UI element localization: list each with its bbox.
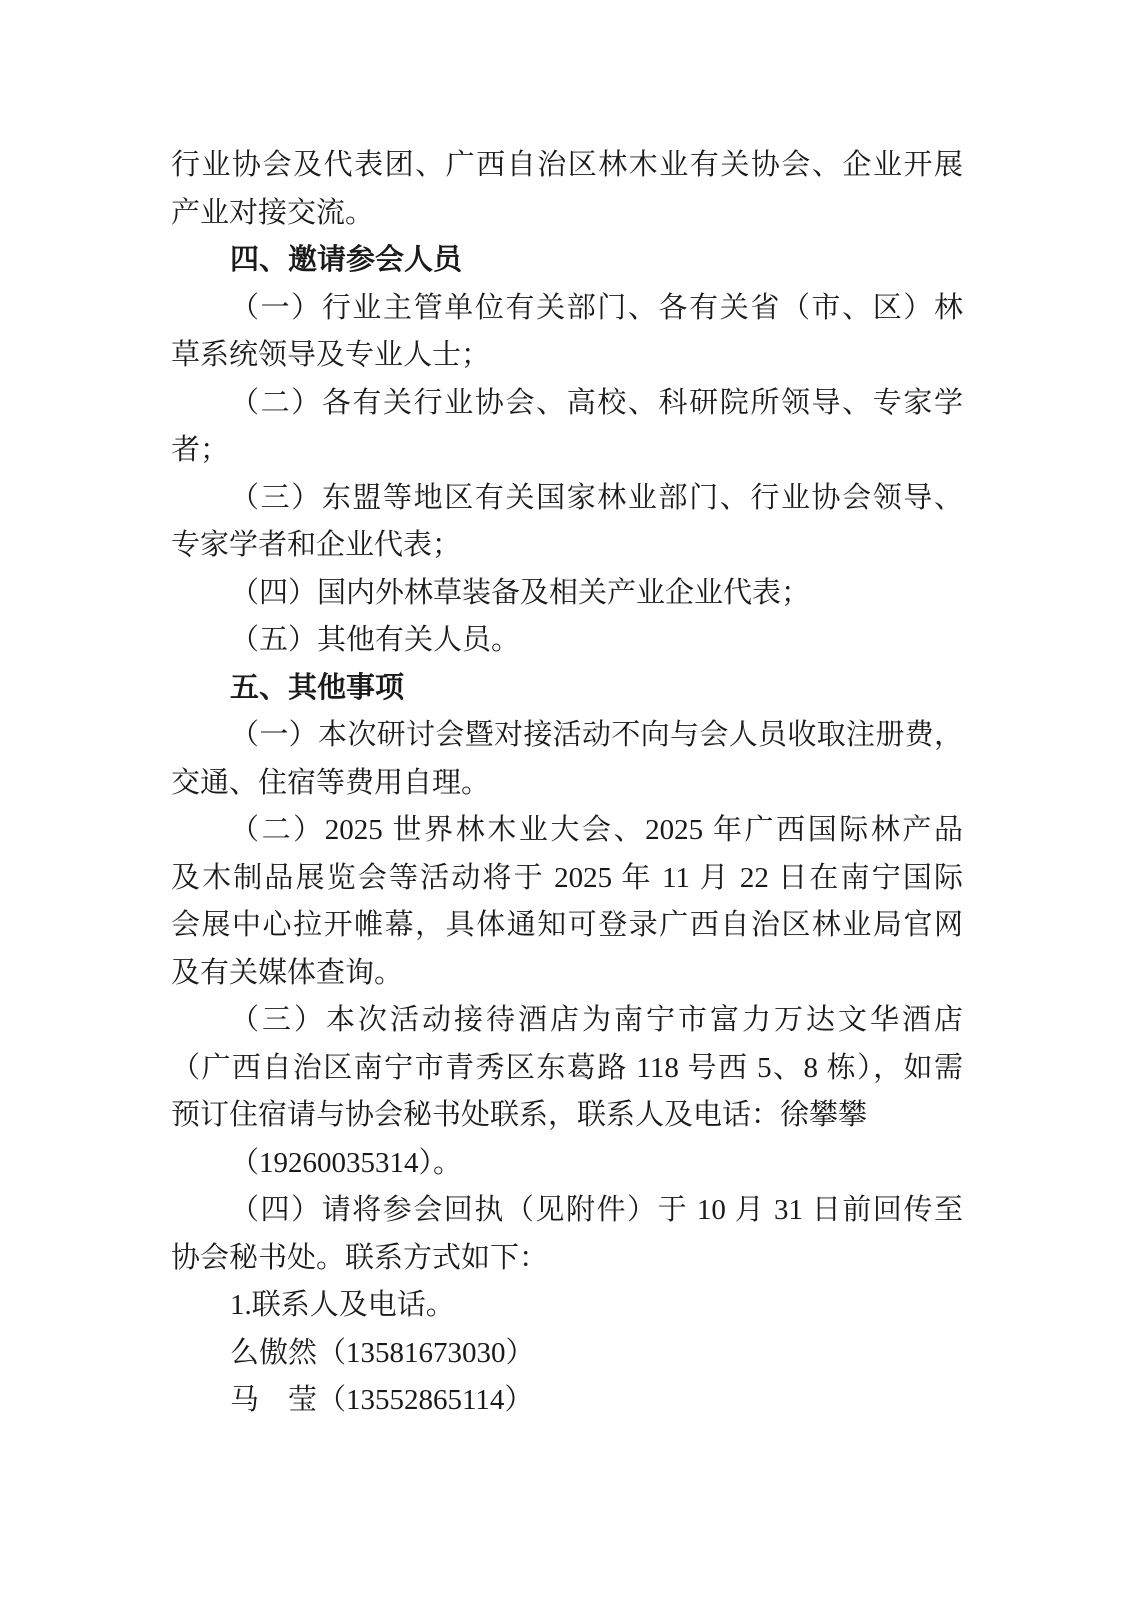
text-line: 五、其他事项 [230,671,405,704]
text-line: （一）本次研讨会暨对接活动不向与会人员收取注册费， [230,719,963,751]
text-line: （二）各有关行业协会、高校、科研院所领导、专家学 [230,386,963,419]
text-line: 协会秘书处。联系方式如下： [171,1241,549,1274]
text-line: 专家学者和企业代表； [171,529,462,561]
text-line: 交通、住宿等费用自理。 [171,766,491,799]
text-line: 草系统领导及专业人士； [171,339,491,371]
text-line: 预订住宿请与协会秘书处联系，联系人及电话：徐攀攀 [171,1099,868,1131]
text-line: （三）本次活动接待酒店为南宁市富力万达文华酒店 [230,1004,963,1036]
text-line: （五）其他有关人员。 [230,624,521,656]
text-line: （19260035314）。 [230,1146,463,1179]
text-line: 者； [171,434,230,466]
text-line: 马 莹（13552865114） [230,1384,534,1416]
text-line: （四）国内外林草装备及相关产业企业代表； [230,576,811,609]
text-line: 1.联系人及电话。 [230,1289,455,1321]
document-body [171,142,963,1425]
text-line: 么傲然（13581673030） [230,1336,535,1369]
text-line: （广西自治区南宁市青秀区东葛路 118 号西 5、8 栋），如需 [171,1051,963,1084]
text-line: 产业对接交流。 [171,196,375,229]
text-line: 行业协会及代表团、广西自治区林木业有关协会、企业开展 [171,149,963,181]
text-line: 会展中心拉开帷幕，具体通知可登录广西自治区林业局官网 [171,909,963,941]
text-line: 四、邀请参会人员 [230,244,463,276]
text-line: （二）2025 世界林木业大会、2025 年广西国际林产品 [230,814,963,846]
text-line: 及有关媒体查询。 [171,956,404,989]
text-line: （一）行业主管单位有关部门、各有关省（市、区）林 [230,291,963,324]
text-line: 及木制品展览会等活动将于 2025 年 11 月 22 日在南宁国际 [171,861,963,894]
text-line: （三）东盟等地区有关国家林业部门、行业协会领导、 [230,481,963,514]
text-line: （四）请将参会回执（见附件）于 10 月 31 日前回传至 [230,1194,963,1226]
